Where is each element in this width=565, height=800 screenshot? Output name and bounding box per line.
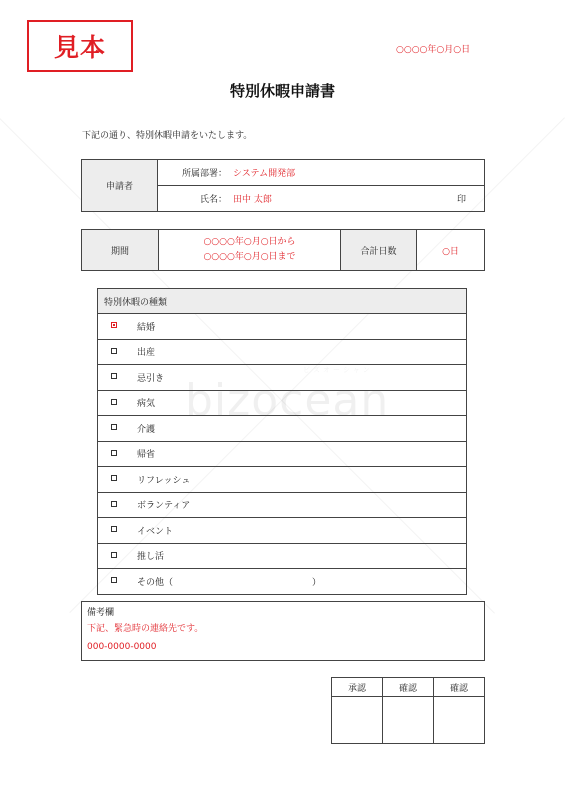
leave-type-label: 結婚 [137,322,156,333]
leave-type-label: 帰省 [137,450,156,461]
applicant-label: 申請者 [82,160,158,211]
period-dates[interactable] [159,230,341,270]
applicant-section [81,159,485,212]
name-field[interactable]: 田中 太郎 [233,195,272,205]
leave-type-checkbox[interactable] [111,399,117,405]
leave-type-label: 推し活 [137,552,165,563]
period-to: ○○○○年○月○日まで [203,252,296,262]
remarks-section [81,601,485,661]
leave-type-checkbox[interactable] [111,373,117,379]
confirm-header: 確認 [383,678,433,697]
remarks-label: 備考欄 [87,608,115,618]
dept-field[interactable]: システム開発部 [233,169,296,179]
leave-type-checkbox[interactable] [111,577,117,583]
leave-type-row [98,415,466,441]
period-from: ○○○○年○月○日から [203,237,296,247]
leave-type-row [98,517,466,543]
watermark-logo: bizocean [185,375,390,426]
approval-header: 承認 [332,678,382,697]
leave-type-label: リフレッシュ [137,475,191,486]
emergency-phone[interactable]: 000-0000-0000 [87,642,157,652]
confirm-header: 確認 [434,678,484,697]
approval-table [331,677,485,744]
leave-type-checkbox[interactable] [111,526,117,532]
leave-type-checkbox[interactable] [111,348,117,354]
dept-row [158,160,484,185]
leave-type-checkbox[interactable] [111,475,117,481]
leave-type-label: その他（ [137,577,174,588]
leave-type-checkbox[interactable] [111,552,117,558]
name-label: 氏名： [199,195,227,205]
leave-type-row [98,441,466,467]
leave-type-row [98,364,466,390]
leave-type-row [98,466,466,492]
document-date: ○○○○年○月○日 [396,45,471,55]
watermark-kana: ビズオーシャン [303,366,373,374]
approval-stamp-area[interactable] [332,697,382,743]
leave-type-checkbox[interactable] [111,501,117,507]
period-section [81,229,485,271]
seal-mark: 印 [456,195,466,205]
sample-stamp: 見本 [27,20,133,72]
leave-type-checkbox[interactable] [111,450,117,456]
leave-types-header: 特別休暇の種類 [98,289,466,314]
total-days-field[interactable]: ○日 [442,246,459,257]
leave-type-label: 忌引き [137,373,165,384]
page-title: 特別休暇申請書 [229,82,335,100]
period-label: 期間 [82,230,159,270]
leave-type-checkbox[interactable] [111,424,117,430]
leave-type-row [98,543,466,569]
intro-text: 下記の通り、特別休暇申請をいたします。 [82,131,253,141]
confirm-column [433,678,484,743]
leave-type-row [98,390,466,416]
leave-type-label: イベント [137,526,174,537]
leave-type-checkbox[interactable] [111,322,117,328]
other-close-paren: ） [312,577,322,588]
leave-type-label: 出産 [137,348,156,359]
leave-type-row [98,492,466,518]
remarks-line[interactable]: 下記、緊急時の連絡先です。 [87,624,204,634]
confirm-column [382,678,433,743]
leave-types-table [97,288,467,595]
leave-type-label: 介護 [137,424,156,435]
leave-type-label: 病気 [137,399,156,410]
leave-type-row [98,568,466,594]
approval-column [332,678,382,743]
leave-type-row [98,314,466,339]
total-days-label: 合計日数 [341,230,417,270]
confirm-stamp-area[interactable] [434,697,484,743]
leave-type-row [98,339,466,365]
leave-type-label: ボランティア [137,501,191,512]
confirm-stamp-area[interactable] [383,697,433,743]
dept-label: 所属部署： [181,169,227,179]
name-row [158,185,484,211]
